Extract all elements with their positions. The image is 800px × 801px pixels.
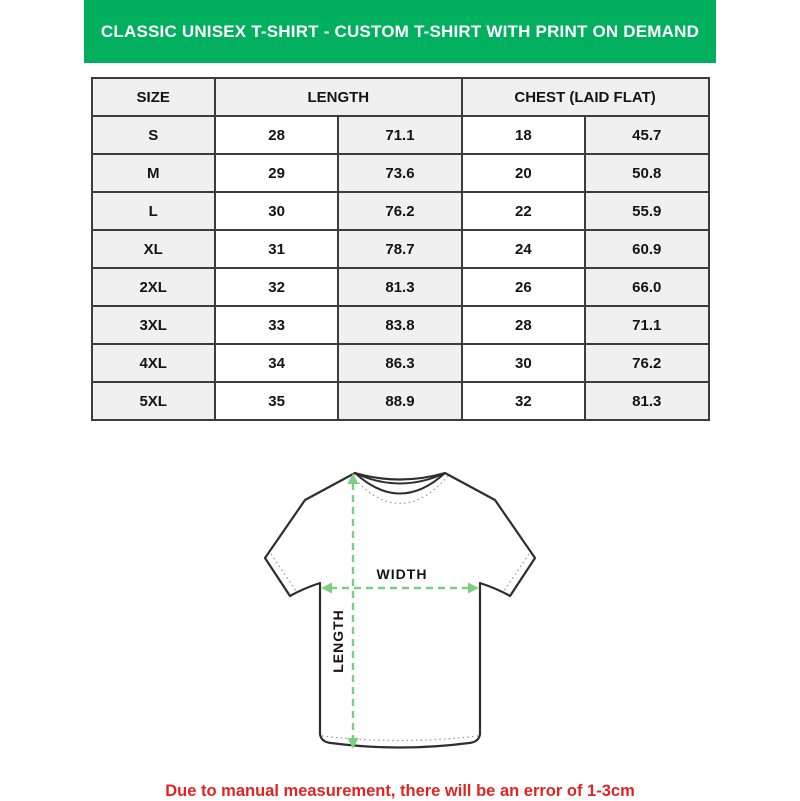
size-cell: XL: [92, 230, 215, 268]
table-row: [92, 382, 709, 420]
length-cm-cell: 83.8: [338, 306, 461, 344]
table-row: [92, 230, 709, 268]
size-cell: S: [92, 116, 215, 154]
length-cm-cell: 71.1: [338, 116, 461, 154]
table-row: [92, 192, 709, 230]
tshirt-measurement-diagram: [250, 450, 550, 770]
title-banner: [84, 0, 716, 63]
length-in-cell: 35: [215, 382, 338, 420]
page-title: CLASSIC UNISEX T-SHIRT - CUSTOM T-SHIRT WITH PRINT ON DEMAND: [100, 21, 700, 41]
col-header-chest: CHEST (LAID FLAT): [462, 78, 709, 116]
chest-in-cell: 26: [462, 268, 585, 306]
table-row: [92, 268, 709, 306]
chest-cm-cell: 55.9: [585, 192, 708, 230]
table-row: [92, 154, 709, 192]
chest-in-cell: 18: [462, 116, 585, 154]
col-header-size: SIZE: [92, 78, 215, 116]
chest-in-cell: 28: [462, 306, 585, 344]
size-cell: L: [92, 192, 215, 230]
length-in-cell: 32: [215, 268, 338, 306]
chest-cm-cell: 81.3: [585, 382, 708, 420]
chest-in-cell: 24: [462, 230, 585, 268]
chest-cm-cell: 66.0: [585, 268, 708, 306]
chest-cm-cell: 76.2: [585, 344, 708, 382]
chest-in-cell: 20: [462, 154, 585, 192]
table-row: [92, 306, 709, 344]
chest-in-cell: 30: [462, 344, 585, 382]
tshirt-outline: [265, 473, 535, 748]
tshirt-illustration: [250, 450, 550, 770]
chest-in-cell: 32: [462, 382, 585, 420]
width-label: WIDTH: [376, 566, 428, 582]
table-row: [92, 116, 709, 154]
table-header-row: [92, 78, 709, 116]
chest-in-cell: 22: [462, 192, 585, 230]
table-row: [92, 344, 709, 382]
length-in-cell: 30: [215, 192, 338, 230]
size-cell: 2XL: [92, 268, 215, 306]
length-in-cell: 33: [215, 306, 338, 344]
length-in-cell: 29: [215, 154, 338, 192]
length-in-cell: 31: [215, 230, 338, 268]
size-cell: 5XL: [92, 382, 215, 420]
length-in-cell: 34: [215, 344, 338, 382]
size-cell: 4XL: [92, 344, 215, 382]
chest-cm-cell: 71.1: [585, 306, 708, 344]
length-label: LENGTH: [330, 609, 346, 673]
chest-cm-cell: 50.8: [585, 154, 708, 192]
length-in-cell: 28: [215, 116, 338, 154]
length-cm-cell: 78.7: [338, 230, 461, 268]
measurement-note: Due to manual measurement, there will be an error of 1-3cm: [165, 782, 635, 800]
length-cm-cell: 73.6: [338, 154, 461, 192]
length-cm-cell: 88.9: [338, 382, 461, 420]
length-cm-cell: 81.3: [338, 268, 461, 306]
size-table: [91, 77, 710, 421]
col-header-length: LENGTH: [215, 78, 462, 116]
size-cell: M: [92, 154, 215, 192]
size-cell: 3XL: [92, 306, 215, 344]
length-cm-cell: 76.2: [338, 192, 461, 230]
length-cm-cell: 86.3: [338, 344, 461, 382]
chest-cm-cell: 60.9: [585, 230, 708, 268]
chest-cm-cell: 45.7: [585, 116, 708, 154]
